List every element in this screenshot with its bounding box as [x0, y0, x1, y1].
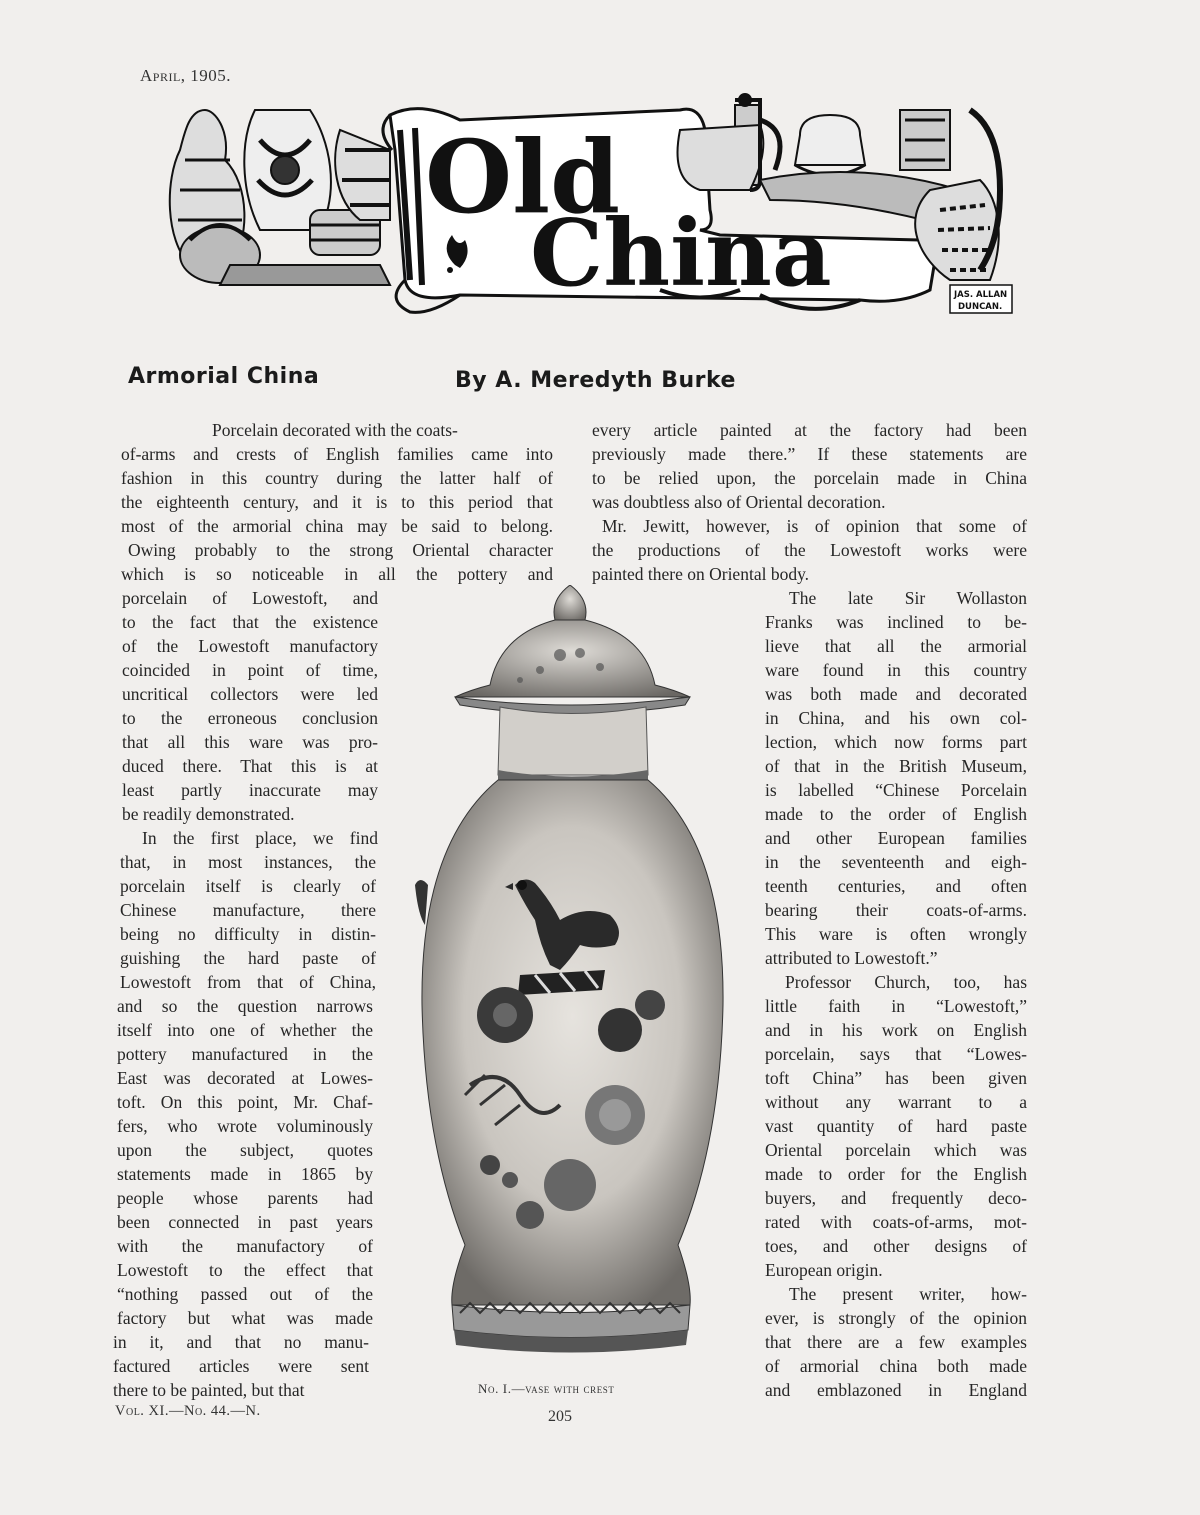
text-line: guishing the hard paste of: [120, 948, 376, 968]
text-line: The late Sir Wollaston: [789, 588, 1027, 608]
text-line: made to the order of English: [765, 804, 1027, 824]
text-line: is labelled “Chinese Porcelain: [765, 780, 1027, 800]
text-line: painted there on Oriental body.: [592, 564, 810, 584]
vase-with-crest-illustration: [410, 585, 735, 1375]
text-line: The present writer, how-: [789, 1284, 1027, 1304]
text-line: ware found in this country: [765, 660, 1027, 680]
text-line: being no difficulty in distin-: [120, 924, 376, 944]
text-line: there to be painted, but that: [113, 1380, 305, 1400]
text-line: people whose parents had: [117, 1188, 373, 1208]
text-line: toft. On this point, Mr. Chaf-: [117, 1092, 373, 1112]
text-line: statements made in 1865 by: [117, 1164, 373, 1184]
text-line: attributed to Lowestoft.”: [765, 948, 938, 968]
text-line: and so the question narrows: [117, 996, 373, 1016]
text-line: Owing probably to the strong Oriental character: [128, 540, 553, 560]
text-line: Franks was inclined to be-: [765, 612, 1027, 632]
text-line: ever, is strongly of the opinion: [765, 1308, 1027, 1328]
text-line: pottery manufactured in the: [117, 1044, 373, 1064]
text-line: Mr. Jewitt, however, is of opinion that some of: [602, 516, 1027, 536]
text-line: porcelain of Lowestoft, and: [122, 588, 378, 608]
text-line: in China, and his own col-: [765, 708, 1027, 728]
text-line: vast quantity of hard paste: [765, 1116, 1027, 1136]
banner-word-old: Old: [425, 118, 621, 236]
text-line: of-arms and crests of English families came into: [121, 444, 553, 464]
text-line: duced there. That this is at: [122, 756, 378, 776]
text-line: coincided in point of time,: [122, 660, 378, 680]
text-line: porcelain itself is clearly of: [120, 876, 376, 896]
text-line: to the erroneous conclusion: [122, 708, 378, 728]
issue-date: April, 1905.: [140, 66, 232, 85]
text-line: teenth centuries, and often: [765, 876, 1027, 896]
text-line: to be relied upon, the porcelain made in China: [592, 468, 1027, 488]
text-line: Lowestoft to the effect that: [117, 1260, 373, 1280]
text-line: uncritical collectors were led: [122, 684, 378, 704]
text-line: that there are a few examples: [765, 1332, 1027, 1352]
old-china-banner: [160, 90, 1020, 320]
text-line: Porcelain decorated with the coats-: [212, 420, 458, 440]
text-line: which is so noticeable in all the pottery and: [121, 564, 553, 584]
text-line: with the manufactory of: [117, 1236, 373, 1256]
text-line: fers, who wrote voluminously: [117, 1116, 373, 1136]
artist-name-line2: DUNCAN.: [958, 302, 1003, 312]
text-line: toes, and other designs of: [765, 1236, 1027, 1256]
text-line: buyers, and frequently deco-: [765, 1188, 1027, 1208]
text-line: of that in the British Museum,: [765, 756, 1027, 776]
text-line: of the Lowestoft manufactory: [122, 636, 378, 656]
text-line: This ware is often wrongly: [765, 924, 1027, 944]
text-line: to the fact that the existence: [122, 612, 378, 632]
banner-word-china: China: [530, 199, 832, 307]
text-line: the productions of the Lowestoft works were: [592, 540, 1027, 560]
text-line: in it, and that no manu-: [113, 1332, 369, 1352]
article-byline: By A. Meredyth Burke: [455, 368, 736, 393]
text-line: of armorial china both made: [765, 1356, 1027, 1376]
text-line: Professor Church, too, has: [785, 972, 1027, 992]
text-line: was doubtless also of Oriental decoration.: [592, 492, 886, 512]
text-line: and emblazoned in England: [765, 1380, 1027, 1400]
text-line: bearing their coats-of-arms.: [765, 900, 1027, 920]
text-line: that all this ware was pro-: [122, 732, 378, 752]
figure-caption: No. I.—vase with crest: [478, 1381, 615, 1396]
text-line: In the first place, we find: [142, 828, 378, 848]
page-number: 205: [548, 1408, 572, 1425]
text-line: “nothing passed out of the: [117, 1284, 373, 1304]
text-line: Oriental porcelain which was: [765, 1140, 1027, 1160]
text-line: in the seventeenth and eigh-: [765, 852, 1027, 872]
text-line: previously made there.” If these statements are: [592, 444, 1027, 464]
artist-signature: [950, 285, 1012, 313]
text-line: itself into one of whether the: [117, 1020, 373, 1040]
article-title: Armorial China: [128, 364, 320, 389]
text-line: fashion in this country during the latter half of: [121, 468, 553, 488]
text-line: was both made and decorated: [765, 684, 1027, 704]
text-line: East was decorated at Lowes-: [117, 1068, 373, 1088]
text-line: little faith in “Lowestoft,”: [765, 996, 1027, 1016]
text-line: that, in most instances, the: [120, 852, 376, 872]
text-line: factory but what was made: [117, 1308, 373, 1328]
volume-number: Vol. XI.—No. 44.—N.: [115, 1403, 261, 1419]
text-line: Lowestoft from that of China,: [120, 972, 376, 992]
text-line: factured articles were sent: [113, 1356, 369, 1376]
text-line: without any warrant to a: [765, 1092, 1027, 1112]
text-line: toft China” has been given: [765, 1068, 1027, 1088]
text-line: and in his work on English: [765, 1020, 1027, 1040]
text-line: lieve that all the armorial: [765, 636, 1027, 656]
text-line: European origin.: [765, 1260, 883, 1280]
text-line: every article painted at the factory had been: [592, 420, 1027, 440]
text-line: least partly inaccurate may: [122, 780, 378, 800]
text-line: the eighteenth century, and it is to this period that: [121, 492, 553, 512]
text-line: lection, which now forms part: [765, 732, 1027, 752]
text-line: most of the armorial china may be said to belong.: [121, 516, 553, 536]
text-line: be readily demonstrated.: [122, 804, 295, 824]
text-line: porcelain, says that “Lowes-: [765, 1044, 1027, 1064]
text-line: rated with coats-of-arms, mot-: [765, 1212, 1027, 1232]
text-line: been connected in past years: [117, 1212, 373, 1232]
text-line: Chinese manufacture, there: [120, 900, 376, 920]
artist-name-line1: JAS. ALLAN: [954, 290, 1008, 300]
text-line: and other European families: [765, 828, 1027, 848]
text-line: made to order for the English: [765, 1164, 1027, 1184]
text-line: upon the subject, quotes: [117, 1140, 373, 1160]
